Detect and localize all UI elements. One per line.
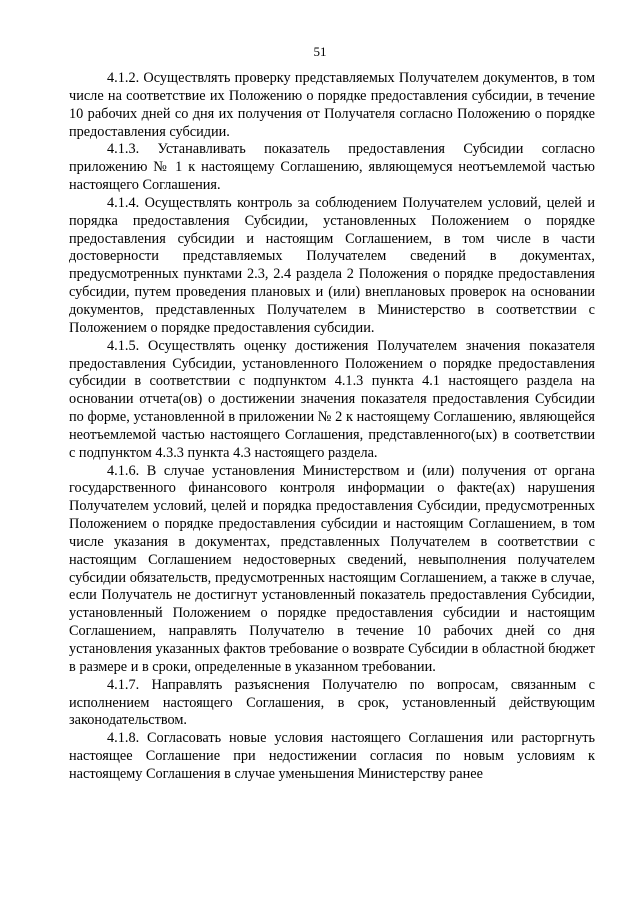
paragraph-4-1-4: 4.1.4. Осуществлять контроль за соблюдением Получателем условий, целей и порядка предоставления Субсидии, установленных Положением о порядке предоставления субсидии и настоящим Соглашением, в том числе в части достоверности представляемых Получателем сведений в документах, предусмотренных пунктами 2.3, 2.4 раздела 2 Положения о порядке предоставления субсидии, путем проведения плановых и (или) внеплановых проверок на основании документов, представленных Получателем в Министерство в соответствии с Положением о порядке предоставления субсидии. — [69, 194, 595, 336]
paragraph-4-1-6: 4.1.6. В случае установления Министерством и (или) получения от органа государственного финансового контроля информации о факте(ах) нарушения Получателем условий, целей и порядка предоставления Субсидии, предусмотренных Положением о порядке предоставления субсидии и настоящим Соглашением, в том числе указания в документах, представленных Получателем в соответствии с настоящим Соглашением недостоверных сведений, невыполнения получателем субсидии обязательств, предусмотренных настоящим Соглашением, а также в случае, если Получатель не достигнут установленный показатель предоставления Субсидии, установленный Положением о порядке предоставления субсидии и настоящим Соглашением, направлять Получателю в течение 10 рабочих дней со дня установления указанных фактов требование о возврате Субсидии в областной бюджет в размере и в сроки, определенные в указанном требовании. — [69, 462, 595, 675]
page-number: 51 — [313, 44, 327, 59]
paragraph-4-1-5: 4.1.5. Осуществлять оценку достижения Получателем значения показателя предоставления Субсидии, установленного Положением о порядке предоставления субсидии в соответствии с подпунктом 4.1.3 пункта 4.1 настоящего раздела на основании отчета(ов) о достижении значения показателя предоставления Субсидии по форме, установленной в приложении № 2 к настоящему Соглашению, являющейся неотъемлемой частью настоящего Соглашения, представленного(ых) в соответствии с подпунктом 4.3.3 пункта 4.3 настоящего раздела. — [69, 337, 595, 461]
paragraph-4-1-7: 4.1.7. Направлять разъяснения Получателю по вопросам, связанным с исполнением настоящего Соглашения, в срок, установленный действующим законодательством. — [69, 676, 595, 729]
paragraph-4-1-2: 4.1.2. Осуществлять проверку представляемых Получателем документов, в том числе на соответствие их Положению о порядке предоставления субсидии, в течение 10 рабочих дней со дня их получения от Получателя согласно Положению о порядке предоставления субсидии. — [69, 70, 595, 140]
paragraph-4-1-3: 4.1.3. Устанавливать показатель предоставления Субсидии согласно приложению № 1 к настоящему Соглашению, являющемуся неотъемлемой частью настоящего Соглашения. — [69, 141, 595, 194]
document-body — [69, 70, 595, 784]
paragraph-4-1-8: 4.1.8. Согласовать новые условия настоящего Соглашения или расторгнуть настоящее Соглашение при недостижении согласия по новым условиям к настоящему Соглашения в случае уменьшения Министерству ранее — [69, 730, 595, 782]
